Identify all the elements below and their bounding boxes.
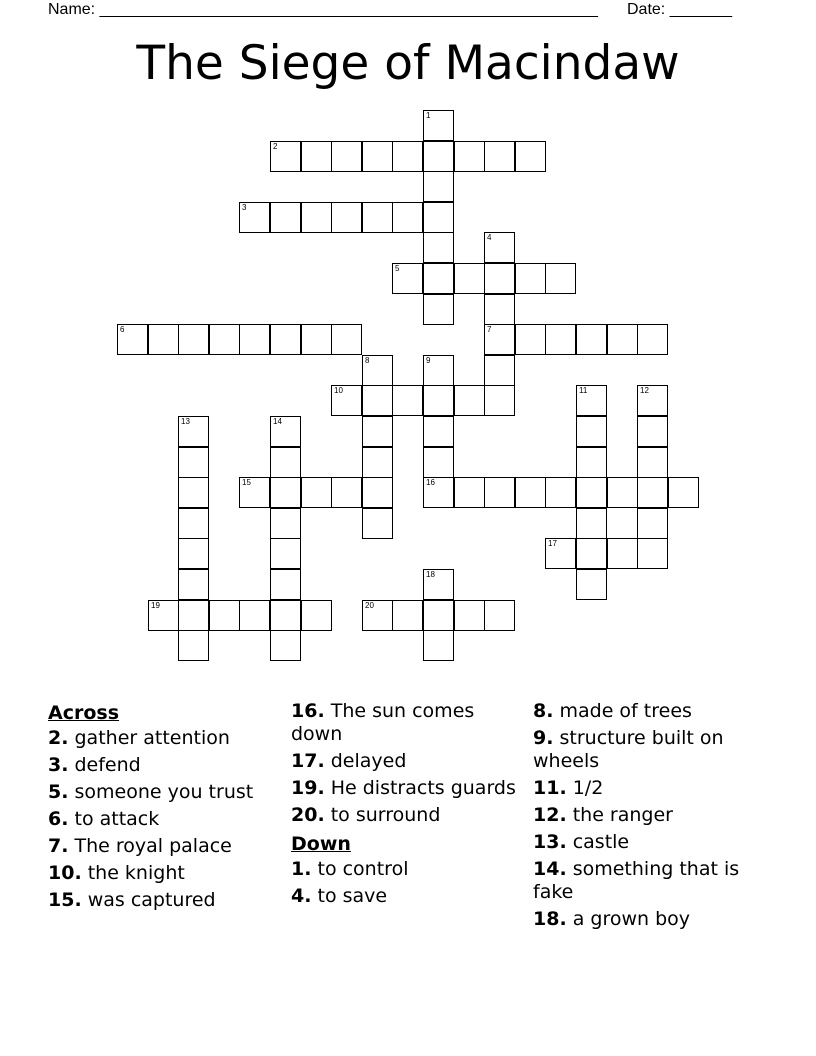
clue-number-label: 12. — [533, 804, 567, 826]
clue-text: to attack — [68, 808, 160, 830]
clue-text: made of trees — [553, 700, 692, 722]
clue-number-label: 14. — [533, 858, 567, 880]
clue-number-label: 20. — [291, 804, 325, 826]
grid-cell[interactable] — [331, 385, 362, 416]
clue-number: 17 — [548, 539, 557, 548]
clue-text: castle — [566, 831, 630, 853]
grid-cell[interactable] — [362, 141, 393, 172]
clue-text: He distracts guards — [324, 777, 516, 799]
clues-column-3 — [533, 700, 769, 935]
grid-cell[interactable] — [270, 630, 301, 661]
grid-cell[interactable] — [484, 600, 515, 631]
grid-cell[interactable] — [545, 477, 576, 508]
grid-cell[interactable] — [178, 630, 209, 661]
grid-cell[interactable] — [301, 141, 332, 172]
grid-cell[interactable] — [423, 385, 454, 416]
grid-cell[interactable] — [392, 385, 423, 416]
grid-cell[interactable] — [515, 477, 546, 508]
down-clue — [533, 908, 769, 931]
across-clue — [48, 862, 284, 885]
down-clue — [533, 804, 769, 827]
clue-number-label: 6. — [48, 808, 69, 830]
grid-cell[interactable] — [423, 202, 454, 233]
grid-cell[interactable] — [178, 569, 209, 600]
grid-cell[interactable] — [576, 324, 607, 355]
clue-number-label: 13. — [533, 831, 567, 853]
across-clue — [291, 804, 527, 827]
grid-cell[interactable] — [576, 569, 607, 600]
clue-text: The sun comes down — [291, 700, 475, 745]
clue-number: 10 — [334, 386, 343, 395]
grid-cell[interactable] — [545, 538, 576, 569]
down-clue — [291, 885, 527, 908]
grid-cell[interactable] — [454, 141, 485, 172]
down-clue — [533, 858, 769, 904]
grid-cell[interactable] — [423, 355, 454, 386]
grid-cell[interactable] — [637, 538, 668, 569]
grid-cell[interactable] — [454, 263, 485, 294]
grid-cell[interactable] — [270, 508, 301, 539]
grid-cell[interactable] — [178, 416, 209, 447]
grid-cell[interactable] — [423, 171, 454, 202]
grid-cell[interactable] — [178, 477, 209, 508]
grid-cell[interactable] — [392, 141, 423, 172]
grid-cell[interactable] — [270, 538, 301, 569]
clue-number-label: 16. — [291, 700, 325, 722]
clue-text: defend — [68, 754, 141, 776]
clue-text: to control — [311, 858, 409, 880]
clue-number: 4 — [487, 233, 492, 242]
clue-number-label: 3. — [48, 754, 69, 776]
grid-cell[interactable] — [423, 477, 454, 508]
grid-cell[interactable] — [178, 508, 209, 539]
grid-cell[interactable] — [331, 202, 362, 233]
grid-cell[interactable] — [576, 508, 607, 539]
grid-cell[interactable] — [331, 324, 362, 355]
clue-number: 5 — [395, 264, 400, 273]
grid-cell[interactable] — [515, 141, 546, 172]
across-clue — [48, 889, 284, 912]
clue-number: 18 — [426, 570, 435, 579]
clue-number-label: 5. — [48, 781, 69, 803]
grid-cell[interactable] — [178, 538, 209, 569]
grid-cell[interactable] — [637, 508, 668, 539]
grid-cell[interactable] — [239, 324, 270, 355]
grid-cell[interactable] — [637, 447, 668, 478]
clue-number-label: 2. — [48, 727, 69, 749]
grid-cell[interactable] — [301, 324, 332, 355]
grid-cell[interactable] — [576, 385, 607, 416]
grid-cell[interactable] — [362, 447, 393, 478]
clue-text: a grown boy — [566, 908, 691, 930]
grid-cell[interactable] — [362, 508, 393, 539]
grid-cell[interactable] — [270, 141, 301, 172]
grid-cell[interactable] — [270, 202, 301, 233]
grid-cell[interactable] — [362, 355, 393, 386]
grid-cell[interactable] — [637, 477, 668, 508]
grid-cell[interactable] — [362, 477, 393, 508]
grid-cell[interactable] — [484, 141, 515, 172]
page-title: The Siege of Macindaw — [136, 36, 680, 91]
grid-cell[interactable] — [148, 324, 179, 355]
grid-cell[interactable] — [301, 477, 332, 508]
grid-cell[interactable] — [454, 600, 485, 631]
clues-column-2 — [291, 700, 527, 912]
grid-cell[interactable] — [392, 202, 423, 233]
grid-cell[interactable] — [454, 385, 485, 416]
clue-number: 1 — [426, 111, 431, 120]
grid-cell[interactable] — [484, 355, 515, 386]
grid-cell[interactable] — [607, 477, 638, 508]
grid-cell[interactable] — [148, 600, 179, 631]
grid-cell[interactable] — [637, 324, 668, 355]
clue-number-label: 7. — [48, 835, 69, 857]
clue-number: 11 — [579, 386, 588, 395]
clue-number-label: 4. — [291, 885, 312, 907]
clue-number: 20 — [365, 601, 374, 610]
clue-text: someone you trust — [68, 781, 254, 803]
clue-text: The royal palace — [68, 835, 232, 857]
grid-cell[interactable] — [270, 477, 301, 508]
grid-cell[interactable] — [423, 630, 454, 661]
grid-cell[interactable] — [301, 600, 332, 631]
clue-number-label: 10. — [48, 862, 82, 884]
clue-number-label: 18. — [533, 908, 567, 930]
clue-number: 8 — [365, 356, 370, 365]
across-clue — [291, 777, 527, 800]
down-clue — [291, 858, 527, 881]
clue-number: 6 — [120, 325, 125, 334]
grid-cell[interactable] — [178, 324, 209, 355]
grid-cell[interactable] — [178, 447, 209, 478]
grid-cell[interactable] — [423, 416, 454, 447]
grid-cell[interactable] — [362, 385, 393, 416]
grid-cell[interactable] — [270, 600, 301, 631]
grid-cell[interactable] — [270, 447, 301, 478]
across-heading: Across — [48, 702, 120, 724]
across-clue — [48, 727, 284, 750]
down-heading: Down — [291, 833, 351, 855]
clue-text: the knight — [81, 862, 185, 884]
clue-text: to save — [311, 885, 388, 907]
grid-cell[interactable] — [392, 600, 423, 631]
grid-cell[interactable] — [239, 477, 270, 508]
grid-cell[interactable] — [423, 141, 454, 172]
clue-number: 14 — [273, 417, 282, 426]
clue-number-label: 17. — [291, 750, 325, 772]
across-clue — [48, 754, 284, 777]
grid-cell[interactable] — [423, 232, 454, 263]
clue-text: something that is fake — [533, 858, 740, 903]
grid-cell[interactable] — [392, 263, 423, 294]
grid-cell[interactable] — [270, 416, 301, 447]
clue-text: gather attention — [68, 727, 230, 749]
grid-cell[interactable] — [484, 263, 515, 294]
grid-cell[interactable] — [576, 477, 607, 508]
grid-cell[interactable] — [423, 447, 454, 478]
grid-cell[interactable] — [423, 110, 454, 141]
clue-number: 16 — [426, 478, 435, 487]
clue-number-label: 1. — [291, 858, 312, 880]
date-field[interactable]: Date: _______ — [627, 1, 732, 18]
down-clue — [533, 727, 769, 773]
grid-cell[interactable] — [607, 324, 638, 355]
grid-cell[interactable] — [454, 477, 485, 508]
grid-cell[interactable] — [178, 600, 209, 631]
clue-text: to surround — [324, 804, 441, 826]
grid-cell[interactable] — [607, 538, 638, 569]
grid-cell[interactable] — [484, 324, 515, 355]
across-clue — [48, 808, 284, 831]
grid-cell[interactable] — [484, 294, 515, 325]
grid-cell[interactable] — [668, 477, 699, 508]
clue-number-label: 9. — [533, 727, 554, 749]
grid-cell[interactable] — [484, 232, 515, 263]
across-clue — [291, 700, 527, 746]
clue-number-label: 19. — [291, 777, 325, 799]
grid-cell[interactable] — [239, 202, 270, 233]
down-clue — [533, 831, 769, 854]
clue-number: 7 — [487, 325, 492, 334]
grid-cell[interactable] — [423, 294, 454, 325]
across-clue — [48, 781, 284, 804]
grid-cell[interactable] — [545, 263, 576, 294]
grid-cell[interactable] — [117, 324, 148, 355]
clue-number: 12 — [640, 386, 649, 395]
grid-cell[interactable] — [484, 385, 515, 416]
grid-cell[interactable] — [484, 477, 515, 508]
across-clue — [291, 750, 527, 773]
grid-cell[interactable] — [301, 202, 332, 233]
grid-cell[interactable] — [637, 416, 668, 447]
down-clue — [533, 777, 769, 800]
grid-cell[interactable] — [331, 477, 362, 508]
grid-cell[interactable] — [331, 141, 362, 172]
clue-number: 2 — [273, 142, 278, 151]
clue-text: was captured — [81, 889, 216, 911]
clue-number: 19 — [151, 601, 160, 610]
clue-number-label: 8. — [533, 700, 554, 722]
grid-cell[interactable] — [515, 324, 546, 355]
grid-cell[interactable] — [576, 538, 607, 569]
down-clue — [533, 700, 769, 723]
grid-cell[interactable] — [270, 324, 301, 355]
clue-number: 3 — [242, 203, 247, 212]
clue-number-label: 15. — [48, 889, 82, 911]
across-clue — [48, 835, 284, 858]
grid-cell[interactable] — [423, 600, 454, 631]
clue-number: 13 — [181, 417, 190, 426]
grid-cell[interactable] — [362, 600, 393, 631]
grid-cell[interactable] — [270, 569, 301, 600]
clue-number: 15 — [242, 478, 251, 487]
name-field[interactable]: Name: ________________________________________________________ — [48, 1, 598, 18]
clue-text: delayed — [324, 750, 407, 772]
grid-cell[interactable] — [209, 324, 240, 355]
clue-text: structure built on wheels — [533, 727, 724, 772]
clue-number-label: 11. — [533, 777, 567, 799]
grid-cell[interactable] — [362, 202, 393, 233]
grid-cell[interactable] — [515, 263, 546, 294]
clue-number: 9 — [426, 356, 431, 365]
grid-cell[interactable] — [423, 263, 454, 294]
grid-cell[interactable] — [576, 416, 607, 447]
grid-cell[interactable] — [576, 447, 607, 478]
grid-cell[interactable] — [362, 416, 393, 447]
grid-cell[interactable] — [545, 324, 576, 355]
grid-cell[interactable] — [637, 385, 668, 416]
clues-column-1 — [48, 700, 284, 916]
grid-cell[interactable] — [239, 600, 270, 631]
clue-text: the ranger — [566, 804, 673, 826]
grid-cell[interactable] — [209, 600, 240, 631]
grid-cell[interactable] — [423, 569, 454, 600]
clue-text: 1/2 — [566, 777, 604, 799]
